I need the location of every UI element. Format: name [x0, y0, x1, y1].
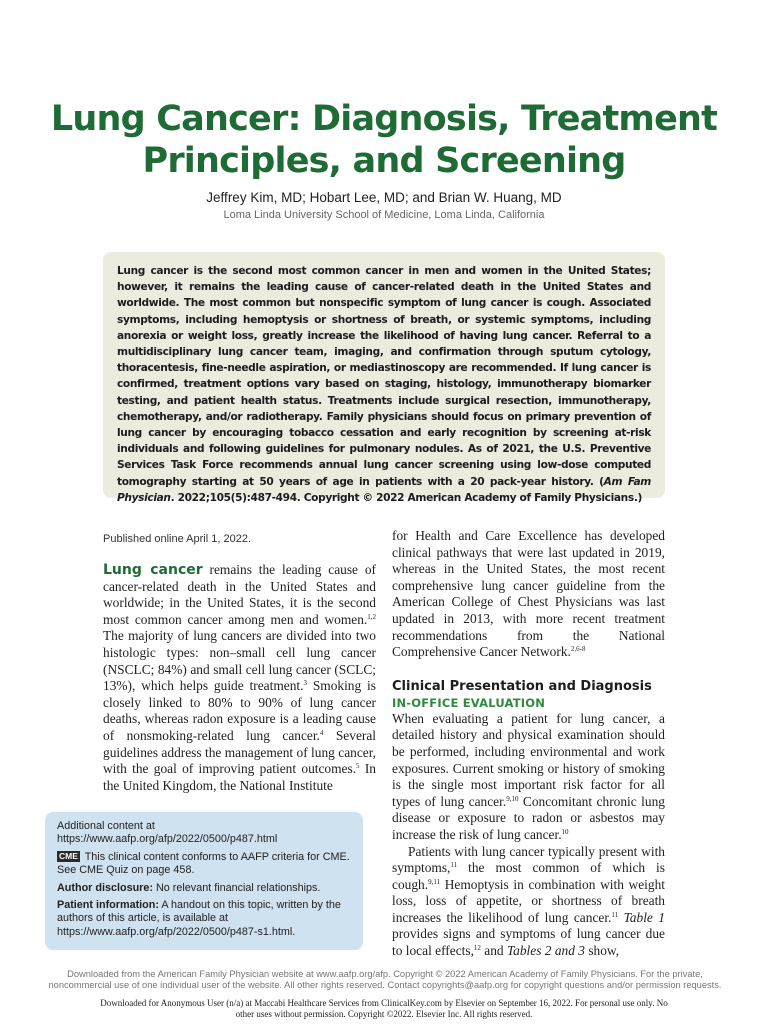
reference-marker[interactable]: 12: [473, 944, 481, 953]
section-heading: Clinical Presentation and Diagnosis: [392, 678, 652, 694]
reference-marker[interactable]: 2,6-8: [570, 645, 586, 654]
reference-marker[interactable]: 4: [319, 728, 324, 737]
symptoms-text-6: show,: [584, 943, 620, 959]
reference-marker[interactable]: 11: [611, 910, 619, 919]
table-reference[interactable]: Tables 2 and 3: [506, 943, 585, 959]
body-column-right: [392, 528, 665, 960]
body-column-left: [103, 562, 376, 794]
patient-information: [57, 899, 351, 939]
guideline-text: for Health and Care Excellence has developed clinical pathways that were last updated in 2019, whereas in the United States, the most recent comprehensive lung cancer guideline from the American College of Chest Physicians was last updated in 2013, with more recent treatment recommendations from the National Comprehensive Cancer Network.: [392, 528, 665, 660]
abstract-copyright: Copyright © 2022 American Academy of Family Physicians.): [303, 491, 642, 504]
title-line-2: Principles, and Screening: [142, 141, 626, 181]
reference-marker[interactable]: 3: [303, 679, 307, 688]
author-disclosure: [57, 882, 351, 895]
intro-text-3: Smoking is closely linked to 80% to 90% of lung cancer deaths, whereas radon exposure is a leading cause of nonsmoking-related lung cancer.: [103, 678, 376, 743]
aafp-copyright-footer: Downloaded from the American Family Physician website at www.aafp.org/afp. Copyright © 2022 American Academy of Family Physicians. For the private, noncommercial use of one individual user of the website. All other rights reserved. Contact copyrights@aafp.org for copyright questions and/or permission requests.: [48, 969, 722, 991]
author-affiliation: Loma Linda University School of Medicine, Loma Linda, California: [223, 209, 545, 221]
symptoms-text-4: provides signs and symptoms of lung cancer due to local effects,: [392, 926, 665, 959]
article-info-box: [45, 812, 363, 950]
patient-info-text[interactable]: A handout on this topic, written by the authors of this article, is available at https://www.aafp.org/afp/2022/0500/p487-s1.html.: [57, 899, 341, 938]
additional-content-note[interactable]: Additional content at https://www.aafp.org/afp/2022/0500/p487.html: [57, 820, 278, 846]
reference-marker[interactable]: 10: [561, 827, 569, 836]
cme-note: [57, 851, 351, 878]
author-list: Jeffrey Kim, MD; Hobart Lee, MD; and Brian W. Huang, MD: [206, 190, 562, 205]
intro-text-2: The majority of lung cancers are divided into two histologic types: non–small cell lung cancer (NSCLC; 84%) and small cell lung cancer (SCLC; 13%), which helps guide treatment.: [103, 628, 376, 694]
symptoms-text-5: and: [480, 943, 507, 959]
evaluation-text-2: Concomitant chronic lung disease or exposure to radon or asbestos may increase the risk of lung cancer.: [392, 793, 665, 842]
reference-marker[interactable]: 1,2: [367, 612, 376, 621]
disclosure-text: No relevant financial relationships.: [152, 881, 321, 894]
intro-text-5: In the United Kingdom, the National Institute: [103, 761, 376, 793]
reference-marker[interactable]: 9,11: [428, 877, 441, 886]
download-notice-footer: Downloaded for Anonymous User (n/a) at Maccabi Healthcare Services from ClinicalKey.com by Elsevier on September 16, 2022. For personal use only. No other uses without permission. Copyright ©2022. Elsevier Inc. All rights reserved.: [100, 998, 668, 1019]
abstract-box: [103, 252, 665, 504]
cme-text: This clinical content conforms to AAFP criteria for CME. See CME Quiz on page 458.: [57, 850, 350, 877]
symptoms-text-3: Hemoptysis in combination with weight loss, loss of appetite, or shortness of breath increases the likelihood of lung cancer.: [392, 876, 665, 925]
table-reference[interactable]: Table 1: [618, 909, 665, 925]
evaluation-paragraph: [392, 711, 665, 844]
intro-paragraph: [103, 562, 376, 794]
intro-text-4: Several guidelines address the management of lung cancer, with the goal of improving patient outcomes.: [103, 727, 377, 777]
symptoms-paragraph: [392, 844, 665, 960]
lead-in: Lung cancer: [103, 562, 203, 578]
publication-date: Published online April 1, 2022.: [103, 533, 251, 545]
patient-info-label: Patient information:: [57, 899, 159, 912]
symptoms-text-1: Patients with lung cancer typically present with symptoms,: [392, 843, 665, 876]
abstract-citation-details: . 2022;105(5):487-494.: [170, 491, 301, 504]
abstract-citation-journal: Am Fam Physician: [117, 475, 651, 504]
reference-marker[interactable]: 5: [356, 762, 360, 771]
title-line-1: Lung Cancer: Diagnosis, Treatment: [50, 99, 718, 139]
subsection-heading: IN-OFFICE EVALUATION: [392, 695, 546, 710]
guideline-paragraph: [392, 528, 665, 661]
evaluation-text-1: When evaluating a patient for lung cancer, a detailed history and physical examination should be performed, including environmental and work exposures. Current smoking or history of smoking is the single most important risk factor for all types of lung cancer.: [392, 710, 665, 809]
cme-badge-icon: CME: [59, 850, 78, 861]
reference-marker[interactable]: 9,10: [506, 794, 519, 803]
symptoms-text-2: the most common of which is cough.: [392, 860, 665, 892]
disclosure-label: Author disclosure:: [57, 881, 153, 894]
intro-text-1: remains the leading cause of cancer-related death in the United States and worldwide; in the United States, it is the second most common cancer among men and women.: [103, 562, 376, 627]
article-title: [0, 98, 768, 182]
reference-marker[interactable]: 11: [450, 861, 458, 870]
abstract-text: Lung cancer is the second most common cancer in men and women in the United States; however, it remains the leading cause of cancer-related death in the United States and worldwide. The most common but nonspecific symptom of lung cancer is cough. Associated symptoms, including hemoptysis or shortness of breath, or systemic symptoms, including anorexia or weight loss, greatly increase the likelihood of having lung cancer. Referral to a multidisciplinary lung cancer team, imaging, and confirmation through sputum cytology, thoracentesis, fine-needle aspiration, or mediastinoscopy are recommended. If lung cancer is confirmed, treatment options vary based on staging, histology, immunotherapy biomarker testing, and patient health status. Treatments include surgical resection, immunotherapy, chemotherapy, and/or radiotherapy. Family physicians should focus on primary prevention of lung cancer by encouraging tobacco cessation and early recognition by screening at-risk individuals and following guidelines for pulmonary nodules. As of 2021, the U.S. Preventive Services Task Force recommends annual lung cancer screening using low-dose computed tomography starting at 50 years of age in patients with a 20 pack-year history. (: [117, 265, 651, 488]
